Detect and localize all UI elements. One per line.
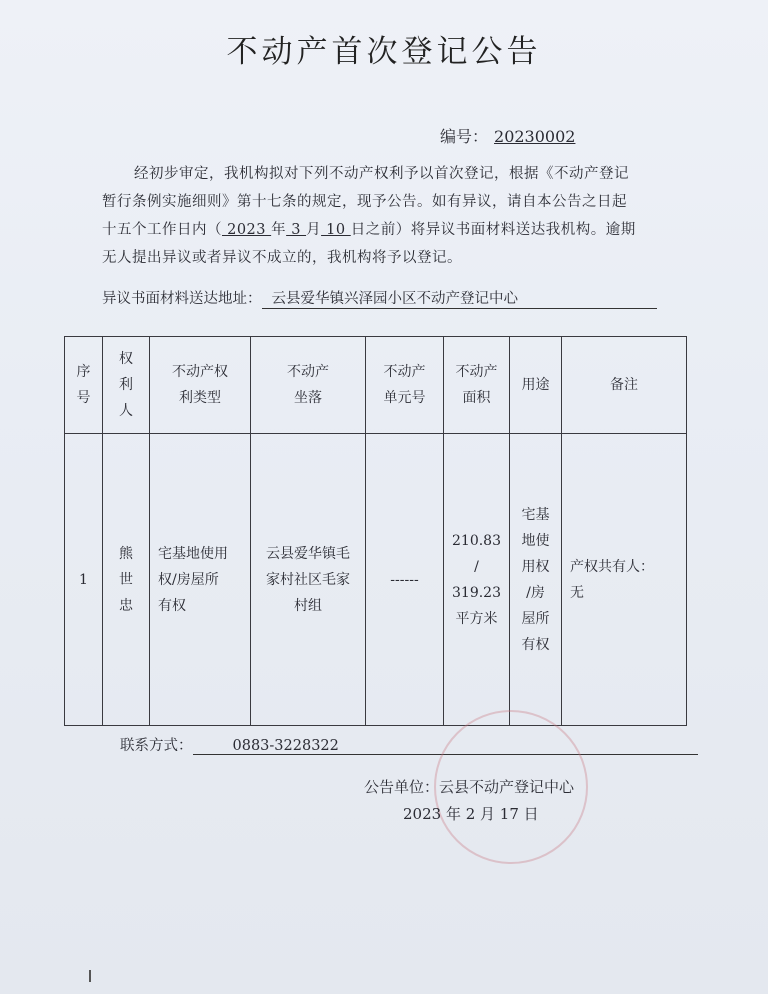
publish-date: 2023 年 2 月 17 日 (403, 805, 539, 823)
header-unit-no-1: 不动产 (383, 364, 426, 380)
use-line-2: 地使 (521, 532, 550, 549)
header-area-1: 不动产 (455, 364, 498, 380)
use-line-6: 有权 (521, 636, 550, 653)
header-use: 用途 (510, 337, 562, 434)
header-seq-2: 号 (76, 390, 91, 406)
publisher-label: 公告单位： (364, 778, 440, 796)
objection-address (102, 287, 657, 309)
area-line-2: / (474, 558, 479, 575)
header-area (444, 337, 510, 434)
right-type-line-2: 权/房屋所 (158, 571, 219, 588)
header-remark: 备注 (562, 337, 687, 434)
line3-suffix: 日之前）将异议书面材料送达我机构。逾期 (350, 222, 636, 238)
cell-remark (562, 434, 687, 726)
holder-char-1: 熊 (119, 545, 133, 562)
header-unit-no-2: 单元号 (383, 390, 426, 406)
holder-char-3: 忠 (119, 597, 133, 614)
location-line-2: 家村社区毛家 (266, 571, 350, 588)
document-number (440, 124, 575, 147)
use-line-4: /房 (526, 584, 545, 601)
document-number-label: 编号： (440, 127, 489, 146)
header-holder (103, 337, 150, 434)
cell-seq: 1 (65, 434, 103, 726)
location-line-1: 云县爱华镇毛 (266, 545, 350, 562)
contact-phone: 0883-3228322 (193, 738, 698, 755)
table-row (65, 434, 687, 726)
holder-char-2: 世 (119, 571, 133, 588)
header-right-type (150, 337, 251, 434)
cell-holder (103, 434, 150, 726)
announcement-paragraph (102, 160, 682, 272)
header-right-type-2: 利类型 (179, 390, 221, 406)
header-unit-no (366, 337, 444, 434)
paragraph-line-2: 暂行条例实施细则》第十七条的规定，现予公告。如有异议，请自本公告之日起 (102, 194, 627, 210)
line3-prefix: 十五个工作日内（ (102, 222, 222, 238)
header-location (251, 337, 366, 434)
paragraph-line-1: 经初步审定，我机构拟对下列不动产权利予以首次登记，根据《不动产登记 (134, 166, 629, 182)
year-char: 年 (271, 222, 287, 238)
header-seq (65, 337, 103, 434)
paragraph-line-4: 无人提出异议或者异议不成立的，我机构将予以登记。 (102, 250, 462, 266)
contact-label: 联系方式： (120, 738, 193, 754)
area-line-1: 210.83 (452, 532, 501, 549)
use-line-5: 屋所 (521, 610, 550, 627)
use-line-1: 宅基 (521, 506, 550, 523)
document-number-value: 20230002 (494, 127, 576, 146)
header-location-1: 不动产 (287, 364, 329, 380)
right-type-line-1: 宅基地使用 (158, 545, 228, 562)
address-label: 异议书面材料送达地址： (102, 291, 262, 307)
header-location-2: 坐落 (294, 390, 322, 406)
header-holder-2: 利 (119, 377, 133, 393)
month-char: 月 (306, 222, 322, 238)
remark-line-1: 产权共有人： (570, 558, 654, 575)
cell-location (251, 434, 366, 726)
header-right-type-1: 不动产权 (172, 364, 228, 380)
table-header-row (65, 337, 687, 434)
cell-use (510, 434, 562, 726)
page-mark (89, 970, 91, 982)
page-title: 不动产首次登记公告 (226, 34, 542, 70)
cell-right-type (150, 434, 251, 726)
cell-area (444, 434, 510, 726)
remark-line-2: 无 (570, 584, 584, 601)
contact-info (120, 734, 698, 755)
publisher (364, 776, 574, 797)
paragraph-line-3 (102, 216, 682, 244)
publisher-name: 云县不动产登记中心 (439, 778, 575, 796)
header-area-2: 面积 (462, 390, 491, 406)
use-line-3: 用权 (521, 558, 550, 575)
right-type-line-3: 有权 (158, 597, 186, 614)
deadline-year: 2023 (222, 222, 272, 238)
deadline-day: 10 (321, 222, 351, 238)
cell-unit-no: ------ (366, 434, 444, 726)
registration-table (64, 336, 687, 726)
area-line-3: 319.23 (452, 584, 501, 601)
header-holder-1: 权 (119, 351, 133, 367)
header-holder-3: 人 (119, 403, 133, 419)
address-value: 云县爱华镇兴泽园小区不动产登记中心 (262, 287, 657, 309)
deadline-month: 3 (286, 222, 307, 238)
area-line-4: 平方米 (455, 610, 498, 627)
location-line-3: 村组 (294, 597, 322, 614)
header-seq-1: 序 (76, 364, 91, 380)
